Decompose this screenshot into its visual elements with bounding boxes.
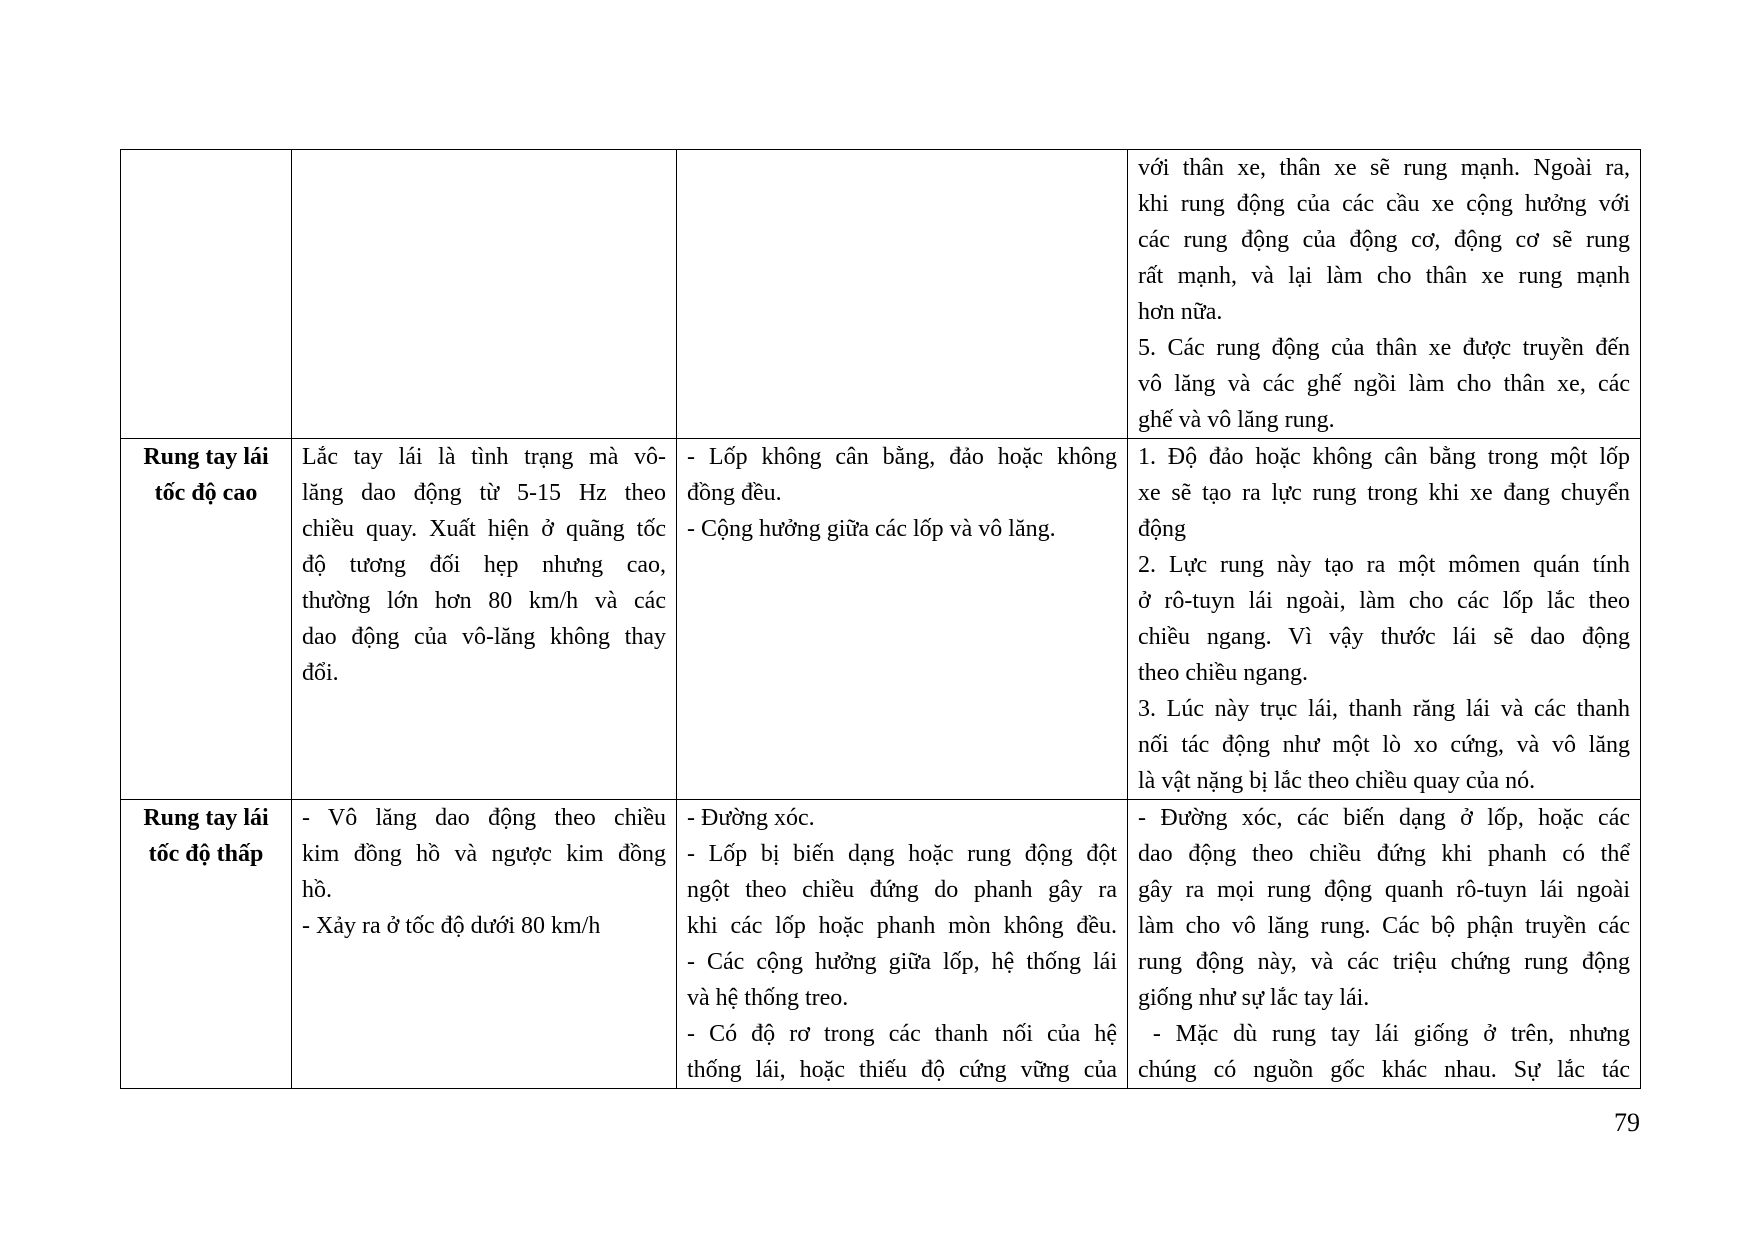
cell-text-line: Lắc tay lái là tình trạng mà vô-	[302, 444, 666, 470]
cell-text-line: với thân xe, thân xe sẽ rung mạnh. Ngoài ra,	[1138, 155, 1630, 181]
cell-text-line: vô lăng và các ghế ngồi làm cho thân xe, các	[1138, 371, 1630, 397]
cell-text-line: khi các lốp hoặc phanh mòn không đều.	[687, 913, 1117, 939]
cell-text-line: động	[1138, 516, 1186, 542]
cell-text-line: rung động này, và các triệu chứng rung động	[1138, 949, 1630, 975]
cell-text-line: - Đường xóc.	[687, 805, 815, 831]
cell-text-line: khi rung động của các cầu xe cộng hưởng với	[1138, 191, 1630, 217]
cell-text-line: độ tương đối hẹp nhưng cao,	[302, 552, 666, 578]
cell-text-line: hồ.	[302, 877, 332, 903]
cell-text-line: ngột theo chiều đứng do phanh gây ra	[687, 877, 1117, 903]
cell-text-line: ở rô-tuyn lái ngoài, làm cho các lốp lắc theo	[1138, 588, 1630, 614]
cell-text-line: chiều quay. Xuất hiện ở quãng tốc	[302, 516, 666, 542]
cell-text-line: - Lốp bị biến dạng hoặc rung động đột	[687, 841, 1117, 867]
cell-text-line: tốc độ thấp	[148, 841, 264, 867]
cell-text-line: nối tác động như một lò xo cứng, và vô lăng	[1138, 732, 1630, 758]
cell-text-line: dao động của vô-lăng không thay	[302, 624, 666, 650]
cause-cell	[677, 439, 1128, 800]
cell-text-line: hơn nữa.	[1138, 299, 1223, 325]
cell-text-line: 5. Các rung động của thân xe được truyền đến	[1138, 335, 1630, 361]
cell-text-line: kim đồng hồ và ngược kim đồng	[302, 841, 666, 867]
cell-text-line: đổi.	[302, 660, 339, 686]
page-number: 79	[1614, 1108, 1640, 1137]
cell-text-line: xe sẽ tạo ra lực rung trong khi xe đang chuyển	[1138, 480, 1630, 506]
description-cell	[292, 439, 677, 800]
cause-cell	[677, 800, 1128, 1089]
cell-text-line: chúng có nguồn gốc khác nhau. Sự lắc tác	[1138, 1057, 1630, 1083]
description-cell	[292, 800, 677, 1089]
cell-text-line: lăng dao động từ 5-15 Hz theo	[302, 480, 666, 506]
cell-text-line: Rung tay lái	[143, 805, 269, 831]
cell-text-line: - Lốp không cân bằng, đảo hoặc không	[687, 444, 1117, 470]
cell-text-line: và hệ thống treo.	[687, 985, 849, 1011]
cell-text-line: ghế và vô lăng rung.	[1138, 407, 1335, 433]
cell-text-line: đồng đều.	[687, 480, 782, 506]
table-row	[121, 150, 1641, 439]
cell-text-line: thường lớn hơn 80 km/h và các	[302, 588, 666, 614]
symptom-cell	[121, 150, 292, 439]
mechanism-cell	[1128, 439, 1641, 800]
cell-text-line: thống lái, hoặc thiếu độ cứng vững của	[687, 1057, 1117, 1083]
cell-text-line: chiều ngang. Vì vậy thước lái sẽ dao động	[1138, 624, 1630, 650]
cell-text-line: gây ra mọi rung động quanh rô-tuyn lái ngoài	[1138, 877, 1630, 903]
cell-text-line: - Vô lăng dao động theo chiều	[302, 805, 666, 831]
cell-text-line: - Cộng hưởng giữa các lốp và vô lăng.	[687, 516, 1056, 542]
cell-text-line: 1. Độ đảo hoặc không cân bằng trong một lốp	[1138, 444, 1630, 470]
cell-text-line: 2. Lực rung này tạo ra một mômen quán tính	[1138, 552, 1630, 578]
cause-cell	[677, 150, 1128, 439]
mechanism-cell	[1128, 150, 1641, 439]
symptom-cell	[121, 800, 292, 1089]
table-row	[121, 439, 1641, 800]
cell-text-line: tốc độ cao	[154, 480, 258, 506]
diagnosis-table	[120, 149, 1641, 1089]
cell-text-line: giống như sự lắc tay lái.	[1138, 985, 1370, 1011]
cell-text-line: là vật nặng bị lắc theo chiều quay của nó.	[1138, 768, 1536, 794]
mechanism-cell	[1128, 800, 1641, 1089]
cell-text-line: - Các cộng hưởng giữa lốp, hệ thống lái	[687, 949, 1117, 975]
cell-text-line: Rung tay lái	[143, 444, 269, 470]
cell-text-line: 3. Lúc này trục lái, thanh răng lái và các thanh	[1138, 696, 1630, 722]
cell-text-line: dao động theo chiều đứng khi phanh có thể	[1138, 841, 1630, 867]
cell-text-line: làm cho vô lăng rung. Các bộ phận truyền các	[1138, 913, 1630, 939]
cell-text-line: - Xảy ra ở tốc độ dưới 80 km/h	[302, 913, 601, 939]
symptom-cell	[121, 439, 292, 800]
description-cell	[292, 150, 677, 439]
cell-text-line: - Đường xóc, các biến dạng ở lốp, hoặc các	[1138, 805, 1630, 831]
cell-text-line: rất mạnh, và lại làm cho thân xe rung mạnh	[1138, 263, 1630, 289]
cell-text-line: - Có độ rơ trong các thanh nối của hệ	[687, 1021, 1117, 1047]
cell-text-line: theo chiều ngang.	[1138, 660, 1308, 686]
cell-text-line: các rung động của động cơ, động cơ sẽ rung	[1138, 227, 1630, 253]
table-row	[121, 800, 1641, 1089]
cell-text-line: - Mặc dù rung tay lái giống ở trên, nhưng	[1138, 1021, 1630, 1047]
